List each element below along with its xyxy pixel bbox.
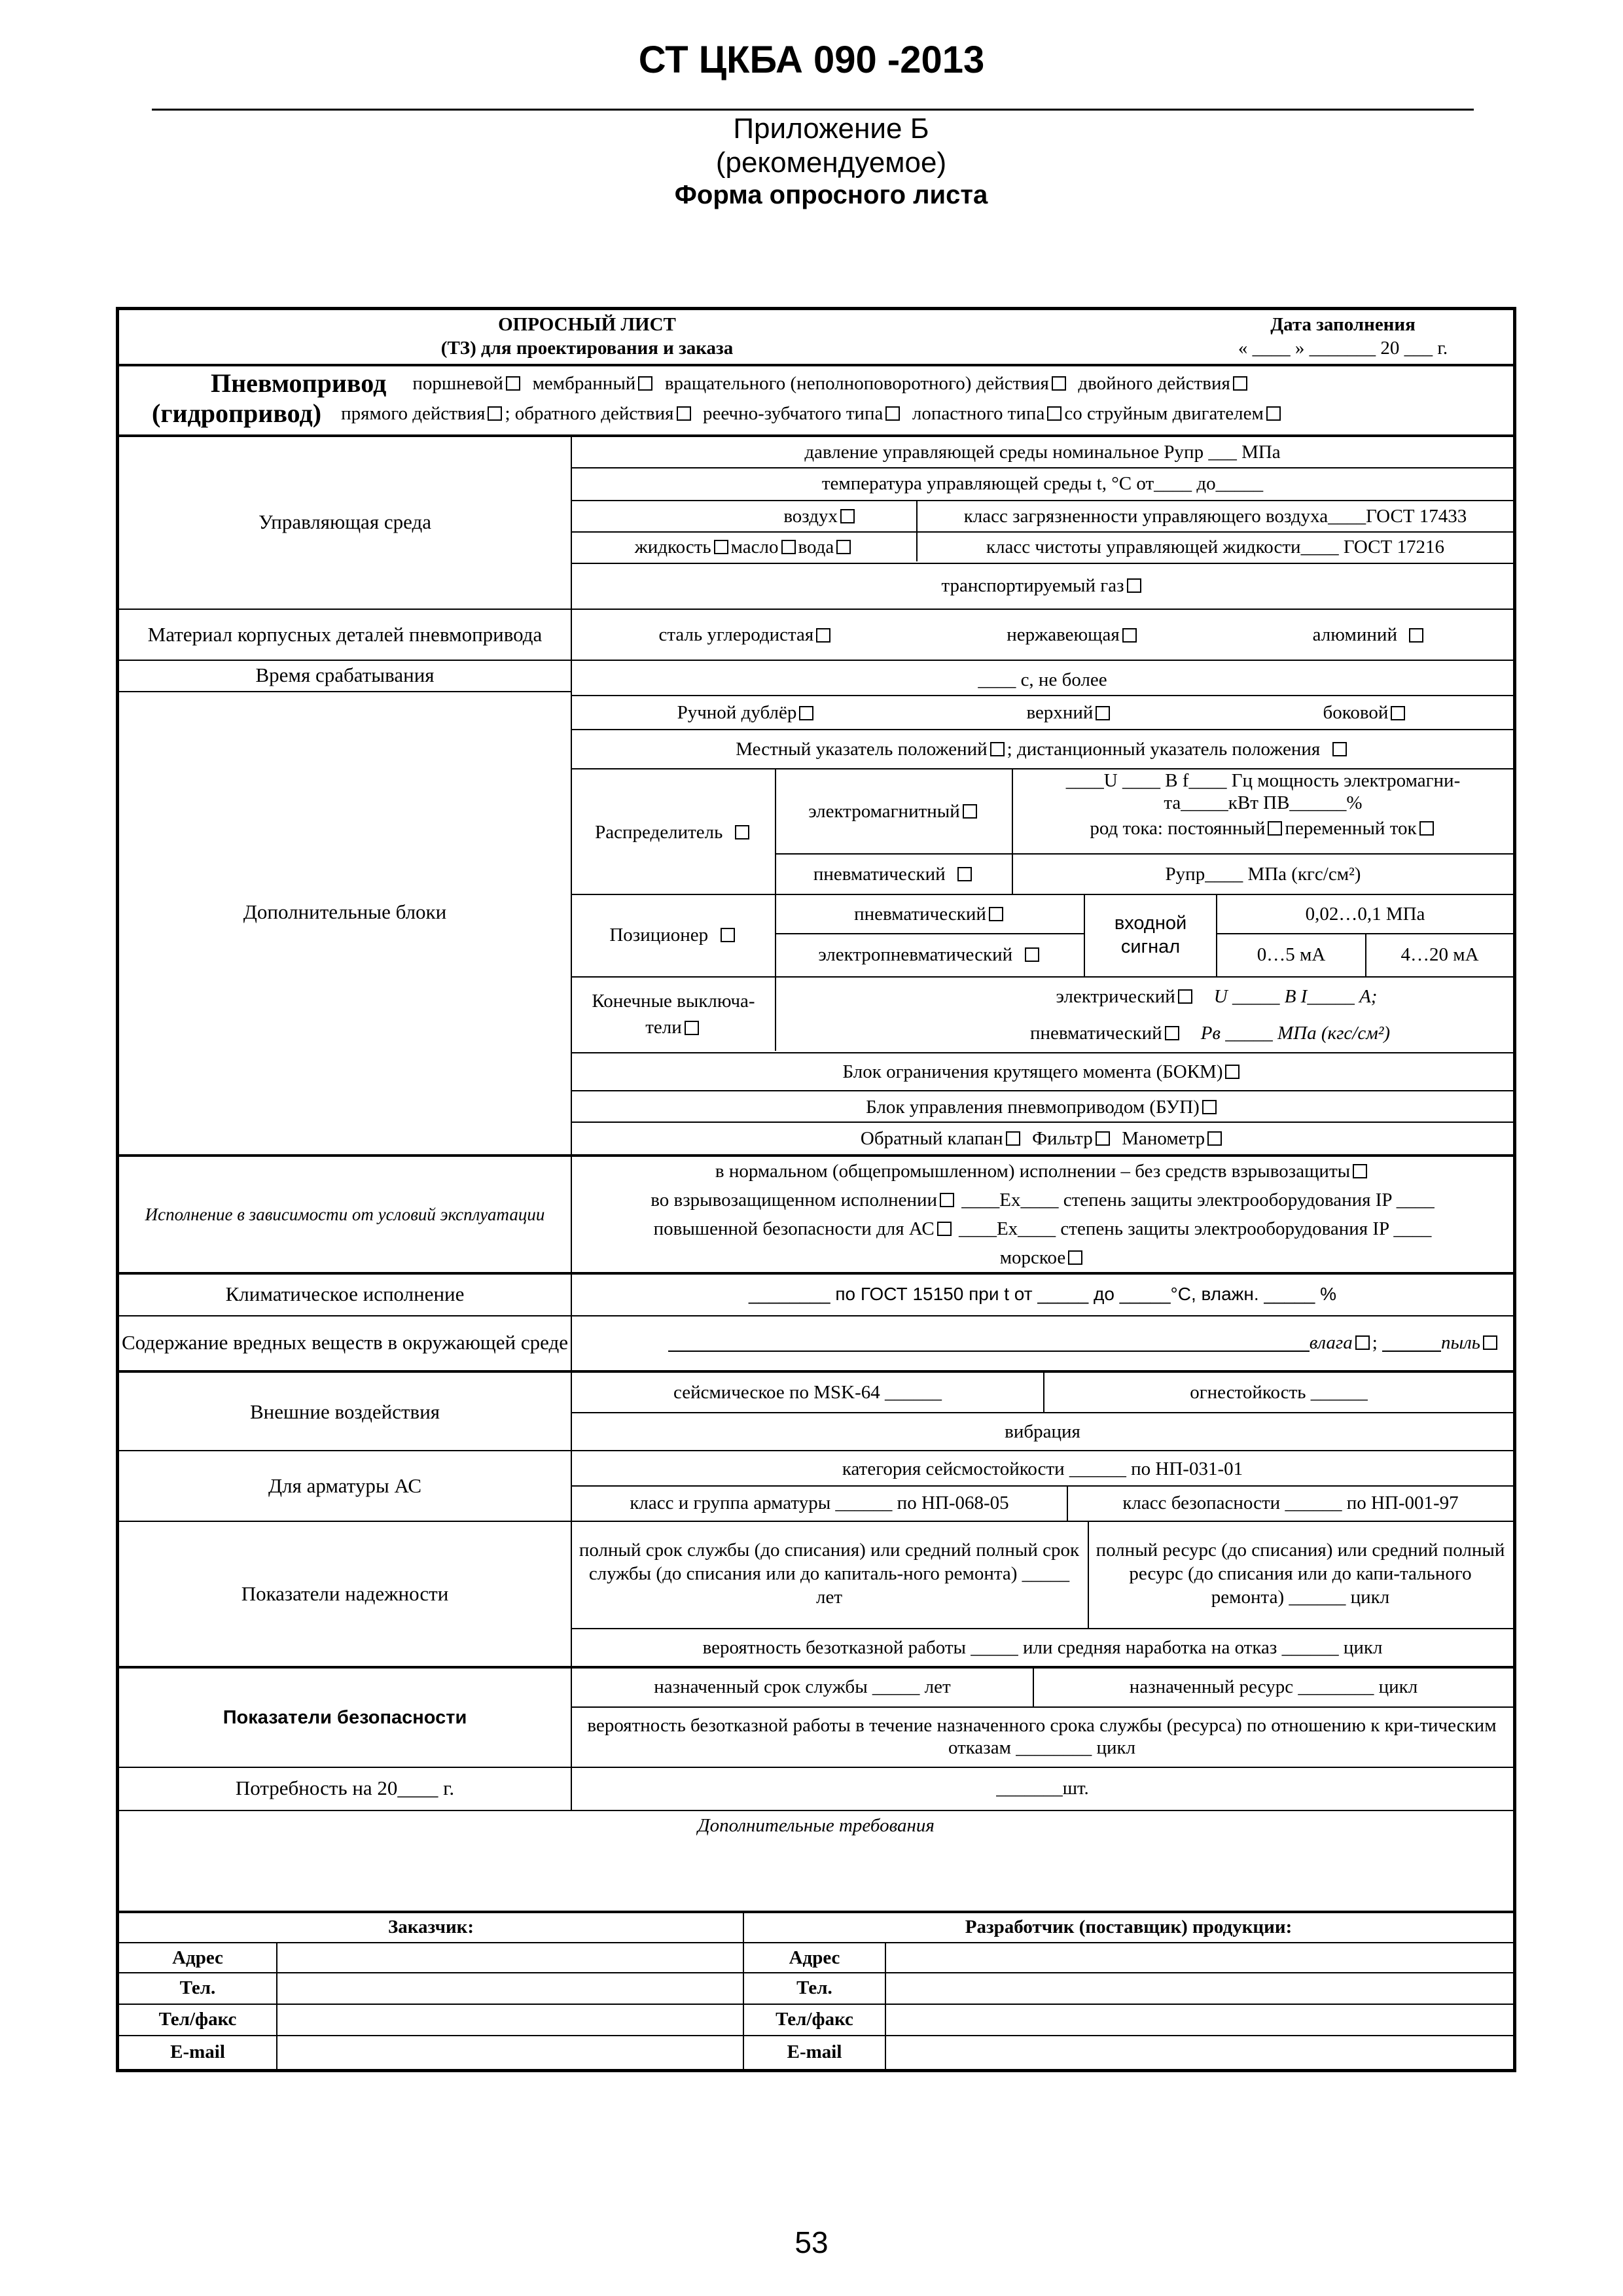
limit-switches-checkbox[interactable] (685, 1021, 699, 1035)
questionnaire-subtitle: (ТЗ) для проектирования и заказа (440, 338, 734, 359)
developer-title: Разработчик (поставщик) продукции: (965, 1916, 1293, 1937)
dust-checkbox[interactable] (1483, 1335, 1497, 1350)
external-effects-label: Внешние воздействия (249, 1400, 440, 1423)
direct-action-checkbox[interactable] (488, 406, 502, 421)
drive-type-row1: Пневмопривод поршневой мембранный вращательного (неполноповоротного) действия двойного действия (126, 369, 1507, 398)
service-life: полный срок службы (до списания) или средний полный срок службы (до списания или до капиталь-ного ремонта) _____ лет (579, 1540, 1080, 1608)
gas-checkbox[interactable] (1127, 578, 1141, 593)
control-medium-label: Управляющая среда (259, 510, 431, 533)
em-current-type: род тока: постоянный переменный ток (1013, 814, 1513, 843)
valves-row: Обратный клапан Фильтр Манометр (572, 1123, 1513, 1154)
ac-checkbox[interactable] (1419, 821, 1434, 836)
customer-title: Заказчик: (387, 1916, 474, 1937)
normal-execution-checkbox[interactable] (1353, 1164, 1367, 1178)
positioner-checkbox[interactable] (721, 928, 735, 942)
liquid-checkbox[interactable] (714, 540, 728, 554)
questionnaire-form (116, 307, 1516, 2072)
control-temperature: температура управляющей среды t, °C от____ до_____ (821, 473, 1264, 494)
aluminium-checkbox[interactable] (1409, 628, 1423, 643)
limit-pneumatic-row: пневматический Pв _____ МПа (кгс/см²) (1029, 1023, 1391, 1044)
execution-explosion-proof: во взрывозащищенном исполнении ____Ex____ степень защиты электрооборудования IP ____ (651, 1190, 1435, 1210)
harmful-substances-label: Содержание вредных веществ в окружающей среде (122, 1331, 568, 1354)
positioner-pneumatic: пневматический (776, 895, 1084, 933)
resource: полный ресурс (до списания) или средний полный ресурс (до списания или до капи-тального ремонта) ______ цикл (1096, 1540, 1505, 1608)
developer-email-label: E-mail (787, 2041, 842, 2062)
piston-checkbox[interactable] (506, 376, 520, 391)
customer-phone-label: Тел. (179, 1977, 216, 1998)
increased-safety-checkbox[interactable] (937, 1222, 952, 1236)
limit-switches-option: Конечные выключа- тели (592, 991, 755, 1038)
positioner-electropneumatic-checkbox[interactable] (1025, 947, 1039, 962)
reliability-label: Показатели надежности (241, 1582, 449, 1605)
em-params-line2: та_____кВт ПВ______% (1164, 792, 1363, 813)
manometer-checkbox[interactable] (1207, 1131, 1222, 1146)
developer-phone-label: Тел. (796, 1977, 832, 1998)
appendix-title: Приложение Б (733, 113, 929, 145)
positioner-option: Позиционер (572, 895, 775, 975)
jet-engine-checkbox[interactable] (1266, 406, 1281, 421)
side-checkbox[interactable] (1391, 706, 1405, 720)
demand-quantity: _______шт. (996, 1778, 1089, 1799)
position-indicator-row: Местный указатель положений ; дистанционный указатель положения (572, 730, 1513, 768)
rotary-checkbox[interactable] (1052, 376, 1066, 391)
additional-requirements-title: Дополнительные требования (698, 1815, 935, 1836)
response-time-value: ____ с, не более (978, 669, 1107, 690)
developer-address-field[interactable] (886, 1943, 1513, 1972)
rack-pinion-checkbox[interactable] (885, 406, 900, 421)
vane-checkbox[interactable] (1047, 406, 1061, 421)
positioner-electropneumatic: электропневматический (776, 934, 1084, 975)
remote-indicator-checkbox[interactable] (1332, 742, 1347, 756)
customer-email-label: E-mail (170, 2041, 225, 2062)
questionnaire-title: ОПРОСНЫЙ ЛИСТ (498, 314, 676, 335)
pneumatic-distributor-option: пневматический (776, 855, 1012, 894)
dc-checkbox[interactable] (1268, 821, 1282, 836)
manual-override-checkbox[interactable] (799, 706, 813, 720)
seismic-category: категория сейсмостойкости ______ по НП-031-01 (842, 1458, 1243, 1479)
npp-valves-label: Для арматуры АС (268, 1474, 421, 1497)
filter-checkbox[interactable] (1096, 1131, 1110, 1146)
signal-4-20ma: 4…20 мА (1400, 944, 1479, 965)
bokm-row: Блок ограничения крутящего момента (БОКМ) (572, 1053, 1513, 1090)
positioner-pneumatic-checkbox[interactable] (989, 907, 1003, 921)
air-option: воздух (572, 501, 916, 531)
form-title: Форма опросного листа (674, 181, 988, 209)
customer-address-field[interactable] (277, 1943, 742, 1972)
carbon-steel-checkbox[interactable] (816, 628, 830, 643)
pneumatic-distributor-checkbox[interactable] (957, 867, 972, 881)
execution-label: Исполнение в зависимости от условий эксплуатации (145, 1205, 545, 1224)
fire-resistance: огнестойкость ______ (1190, 1382, 1368, 1403)
check-valve-checkbox[interactable] (1006, 1131, 1020, 1146)
climate-label: Климатическое исполнение (225, 1282, 465, 1305)
execution-marine: морское (572, 1245, 1513, 1271)
double-action-checkbox[interactable] (1233, 376, 1247, 391)
customer-fax-label: Тел/факс (158, 2009, 237, 2030)
additional-requirements-field[interactable] (132, 1841, 1500, 1907)
demand-label: Потребность на 20____ г. (235, 1776, 455, 1799)
liquid-options: жидкость масло вода (572, 533, 916, 561)
oil-checkbox[interactable] (781, 540, 796, 554)
header-divider (152, 109, 1474, 111)
additional-blocks-label: Дополнительные блоки (243, 900, 447, 923)
page-number: 53 (794, 2225, 829, 2259)
harmful-substances-row: влага ; пыль (572, 1316, 1513, 1369)
distributor-option: Распределитель (572, 769, 775, 895)
vibration: вибрация (1005, 1421, 1080, 1442)
electromagnetic-checkbox[interactable] (963, 804, 977, 819)
bup-row: Блок управления пневмоприводом (БУП) (572, 1091, 1513, 1123)
local-indicator-checkbox[interactable] (990, 742, 1005, 756)
date-field[interactable]: « ____ » _______ 20 ___ г. (1238, 338, 1448, 359)
air-checkbox[interactable] (840, 509, 855, 523)
water-checkbox[interactable] (836, 540, 851, 554)
pneumatic-pressure: Pупр____ МПа (кгс/см²) (1165, 864, 1361, 885)
customer-address-label: Адрес (172, 1947, 223, 1968)
date-label: Дата заполнения (1270, 314, 1416, 335)
body-material-options: сталь углеродистая нержавеющая алюминий (572, 610, 1513, 660)
reverse-action-checkbox[interactable] (677, 406, 691, 421)
appendix-status: (рекомендуемое) (715, 147, 947, 179)
limit-electric-checkbox[interactable] (1178, 989, 1192, 1004)
signal-0-5ma: 0…5 мА (1257, 944, 1326, 965)
execution-normal: в нормальном (общепромышленном) исполнении – без средств взрывозащиты (572, 1158, 1513, 1184)
assigned-resource: назначенный ресурс ________ цикл (1129, 1676, 1418, 1697)
manual-override-row: Ручной дублёр верхний боковой (572, 696, 1513, 729)
safety-class: класс безопасности ______ по НП-001-97 (1122, 1492, 1459, 1513)
safety-indicators-label: Показатели безопасности (223, 1707, 467, 1728)
distributor-checkbox[interactable] (735, 825, 749, 839)
moisture-checkbox[interactable] (1355, 1335, 1370, 1350)
signal-pneumatic-range: 0,02…0,1 МПа (1305, 904, 1425, 925)
marine-checkbox[interactable] (1068, 1250, 1082, 1265)
failure-probability: вероятность безотказной работы _____ или средняя наработка на отказ ______ цикл (702, 1637, 1383, 1658)
electromagnetic-option: электромагнитный (776, 769, 1012, 853)
seismic-msk64: сейсмическое по MSK-64 ______ (673, 1382, 942, 1403)
em-params-line1: ____U ____ В f____ Гц мощность электромагни- (1065, 770, 1461, 791)
response-time-label: Время срабатывания (255, 663, 435, 686)
limit-pneumatic-checkbox[interactable] (1165, 1026, 1179, 1040)
control-pressure: давление управляющей среды номинальное Pупр ___ МПа (804, 442, 1281, 463)
explosion-proof-checkbox[interactable] (940, 1193, 954, 1207)
bokm-checkbox[interactable] (1225, 1065, 1240, 1079)
critical-failure-probability: вероятность безотказной работы в течение назначенного срока службы (ресурса) по отношению к кри-тическим отказам ________ цикл (587, 1715, 1497, 1758)
document-code: СТ ЦКБА 090 -2013 (638, 39, 985, 81)
developer-fax-label: Тел/факс (776, 2009, 853, 2030)
membrane-checkbox[interactable] (638, 376, 652, 391)
developer-address-label: Адрес (789, 1947, 840, 1968)
stainless-checkbox[interactable] (1122, 628, 1137, 643)
transported-gas-option: транспортируемый газ (572, 565, 1513, 606)
climate-value: ________ по ГОСТ 15150 при t от _____ до _____°С, влажн. _____ % (749, 1284, 1336, 1304)
air-contamination-class: класс загрязненности управляющего воздуха____ГОСТ 17433 (963, 506, 1467, 527)
input-signal-label: входной сигнал (1114, 913, 1187, 957)
drive-type-row2: (гидропривод) прямого действия ; обратного действия реечно-зубчатого типа лопастного типа со струйным двигателем (126, 399, 1507, 428)
execution-increased-safety: повышенной безопасности для АС ____Ex____ степень защиты электрооборудования IP ____ (653, 1218, 1432, 1239)
bup-checkbox[interactable] (1202, 1100, 1217, 1114)
liquid-cleanliness-class: класс чистоты управляющей жидкости____ ГОСТ 17216 (986, 537, 1444, 557)
body-material-label: Материал корпусных деталей пневмопривода (147, 623, 543, 646)
assigned-service-life: назначенный срок службы _____ лет (654, 1676, 951, 1697)
top-checkbox[interactable] (1096, 706, 1110, 720)
limit-electric-row: электрический U _____ В I_____ А; (1056, 986, 1378, 1007)
valve-class-group: класс и группа арматуры ______ по НП-068-05 (630, 1492, 1009, 1513)
